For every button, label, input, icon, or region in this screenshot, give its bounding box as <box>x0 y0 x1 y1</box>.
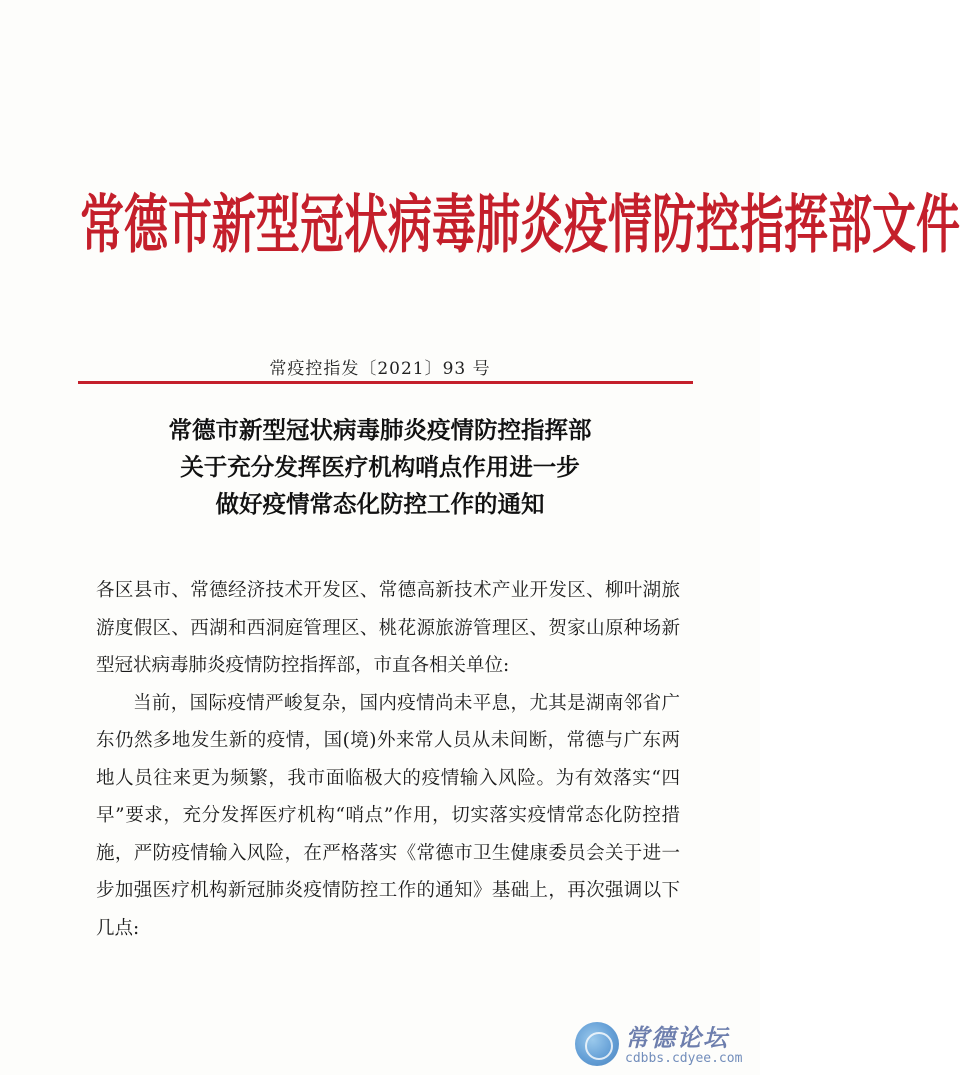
red-header-title: 常德市新型冠状病毒肺炎疫情防控指挥部文件 <box>80 188 960 263</box>
notice-title <box>80 412 680 523</box>
forum-logo-icon <box>575 1022 619 1066</box>
body-paragraph-1: 当前，国际疫情严峻复杂，国内疫情尚未平息，尤其是湖南邻省广东仍然多地发生新的疫情，国(境)外来常人员从未间断，常德与广东两地人员往来更为频繁，我市面临极大的疫情输入风险。为有效落实“四早”要求，充分发挥医疗机构“哨点”作用，切实落实疫情常态化防控措施，严防疫情输入风险，在严格落实《常德市卫生健康委员会关于进一步加强医疗机构新冠肺炎疫情防控工作的通知》基础上，再次强调以下几点: <box>96 692 680 939</box>
watermark-url: cdbbs.cdyee.com <box>625 1051 743 1066</box>
addressee-paragraph: 各区县市、常德经济技术开发区、常德高新技术产业开发区、柳叶湖旅游度假区、西湖和西洞庭管理区、桃花源旅游管理区、贺家山原种场新型冠状病毒肺炎疫情防控指挥部，市直各相关单位: <box>96 580 680 676</box>
red-divider-line <box>78 381 693 384</box>
forum-watermark <box>575 1018 750 1070</box>
watermark-site-name: 常德论坛 <box>625 1024 729 1052</box>
document-number: 常疫控指发〔2021〕93 号 <box>269 359 491 379</box>
notice-title-line-3: 做好疫情常态化防控工作的通知 <box>215 490 545 518</box>
notice-title-line-2: 关于充分发挥医疗机构哨点作用进一步 <box>180 453 580 481</box>
notice-title-line-1: 常德市新型冠状病毒肺炎疫情防控指挥部 <box>168 416 592 444</box>
notice-body <box>96 572 680 947</box>
